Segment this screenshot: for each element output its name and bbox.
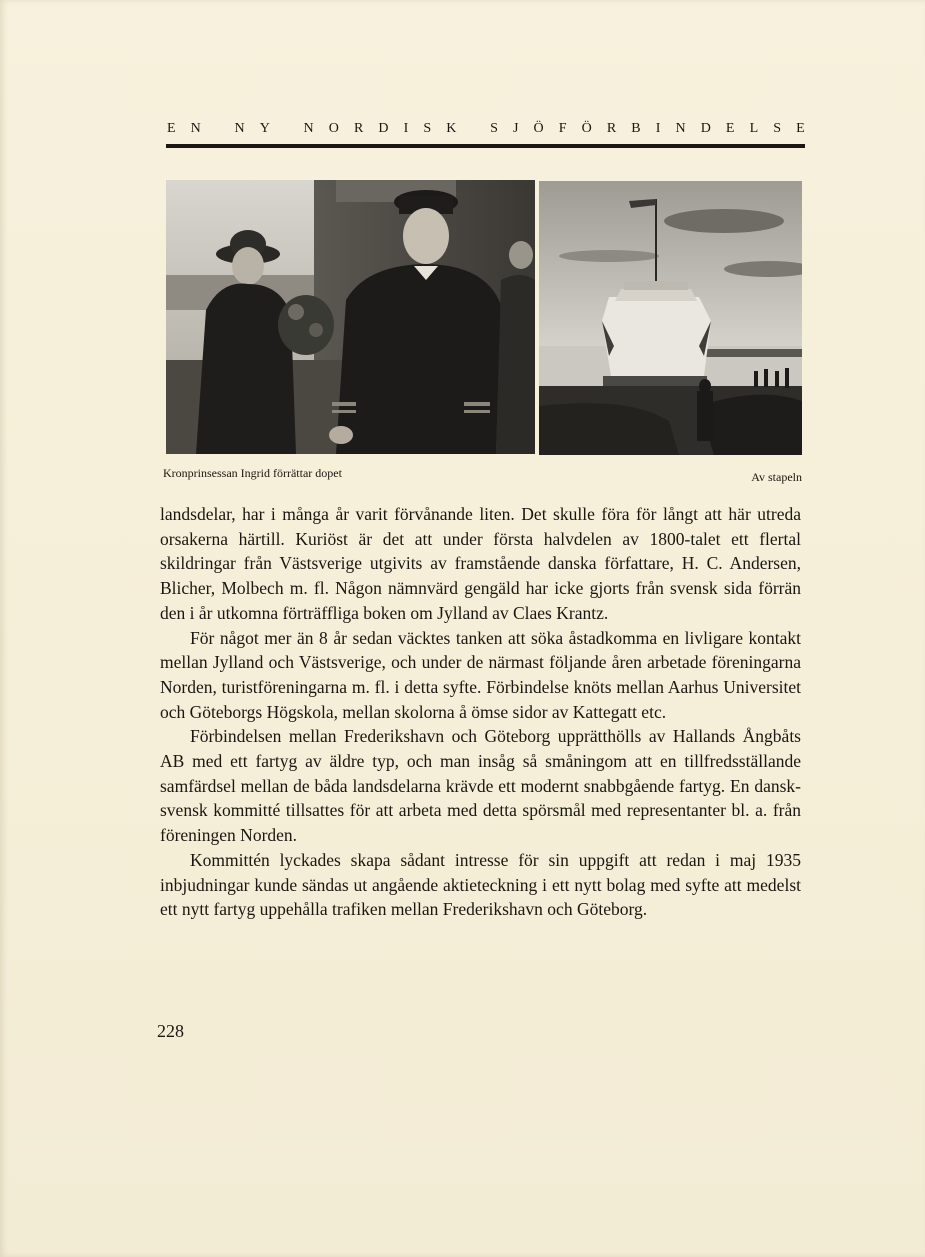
header-letter: N (303, 121, 314, 136)
photo-christening-image (166, 180, 535, 454)
header-rule (166, 144, 805, 148)
paragraph: landsdelar, har i många år varit förvånande liten. Det skulle föra för långt att här utreda orsakerna härtill. Kuriöst är det att under första halvdelen av 1800-talet ett flertal skildringar från Västsverige utgivits av framstående danska författare, H. C. Andersen, Blicher, Molbech m. fl. Någon nämnvärd gengäld har icke gjorts från svensk sida förrän den i år utkomna förträffliga boken om Jylland av Claes Krantz. (160, 504, 801, 623)
photo-launch (539, 181, 802, 455)
header-space (216, 121, 220, 137)
header-letter: R (353, 121, 364, 136)
header-letter: L (749, 121, 759, 136)
header-letter: N (190, 121, 201, 136)
header-letter: E (725, 121, 735, 136)
paragraph: Förbindelsen mellan Frederikshavn och Göteborg upprätthölls av Hallands Ångbåts AB med ett fartyg av äldre typ, och man insåg så småningom att en tillfredsställande samfärdsel mellan de båda landsdelarna krävde ett modernt snabbgående fartyg. En dansk-svensk kommitté tillsattes för att arbeta med detta spörsmål med representanter bl. a. från föreningen Norden. (160, 726, 801, 846)
header-letter: N (675, 121, 686, 136)
header-letter: I (655, 121, 661, 136)
header-letter: D (378, 121, 389, 136)
header-letter: E (796, 121, 805, 136)
header-letter: J (512, 121, 519, 136)
header-letter: S (423, 121, 432, 136)
header-letter: B (631, 121, 641, 136)
running-header (167, 121, 805, 137)
header-space (285, 121, 289, 137)
paragraph: Kommittén lyckades skapa sådant intresse för sin uppgift att redan i maj 1935 inbjudningar kunde sändas ut angående aktieteckning i ett nytt bolag med syfte att medelst ett nytt fartyg uppehålla trafiken mellan Frederikshavn och Göteborg. (160, 849, 801, 920)
header-letter: S (490, 121, 498, 136)
page-number: 228 (157, 1021, 184, 1041)
header-letter: E (167, 121, 176, 136)
header-letter: F (558, 121, 567, 136)
caption-christening: Kronprinsessan Ingrid förrättar dopet (163, 466, 342, 480)
article-body (160, 502, 801, 922)
header-letter: Y (259, 121, 270, 136)
photo-launch-image (539, 181, 802, 455)
header-letter: D (700, 121, 711, 136)
header-letter: Ö (581, 121, 592, 136)
caption-launch: Av stapeln (751, 470, 802, 484)
header-letter: Ö (533, 121, 544, 136)
header-letter: K (446, 121, 457, 136)
header-letter: R (606, 121, 617, 136)
paragraph: För något mer än 8 år sedan väcktes tanken att söka åstadkomma en livligare kontakt mellan Jylland och Västsverige, och under de närmast följande åren arbetade föreningarna Norden, turistföreningarna m. fl. i detta syfte. Förbindelse knöts mellan Aarhus Universitet och Göteborgs Högskola, mellan skolorna å ömse sidor av Kattegatt etc. (160, 627, 801, 722)
header-letter: O (328, 121, 339, 136)
header-letter: N (234, 121, 245, 136)
header-letter: I (403, 121, 409, 136)
header-space (471, 121, 475, 137)
photo-christening (166, 180, 535, 454)
header-letter: S (773, 121, 782, 136)
